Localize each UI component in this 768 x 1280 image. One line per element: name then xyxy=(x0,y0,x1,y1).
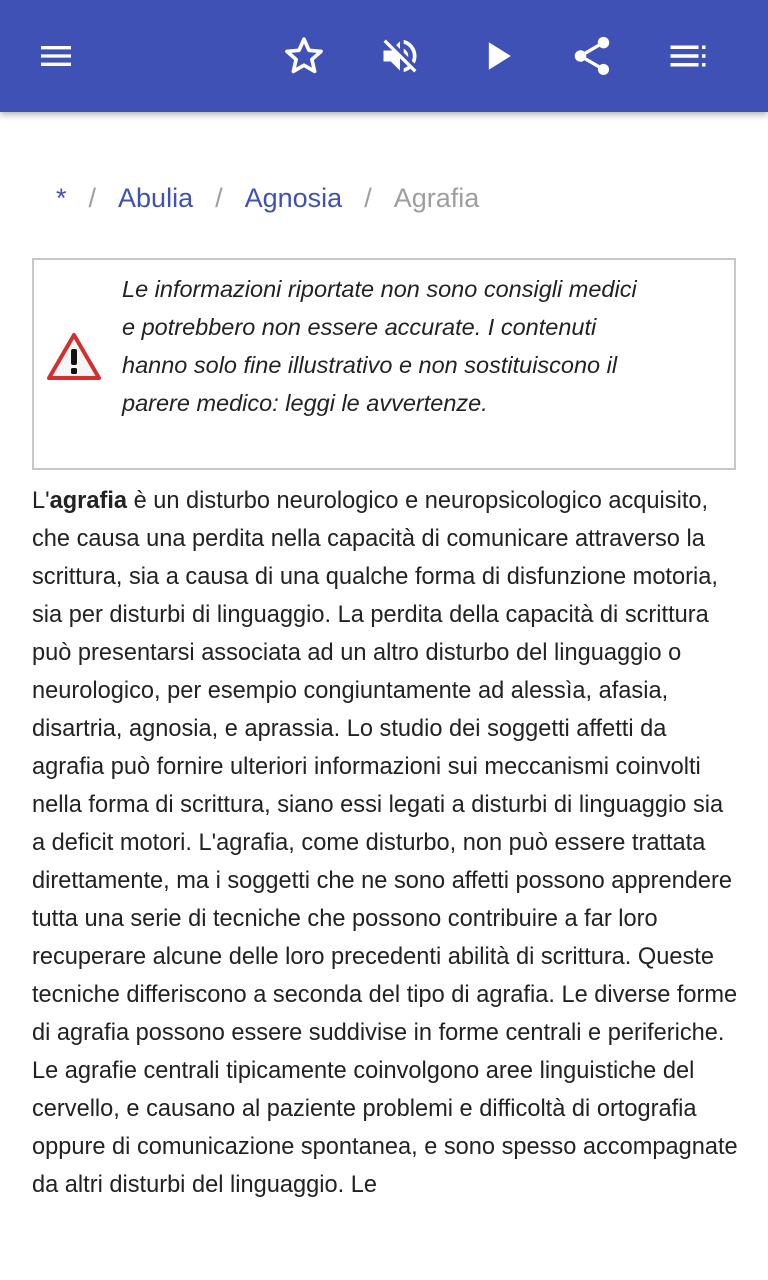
favorite-button[interactable] xyxy=(276,28,332,84)
app-toolbar xyxy=(0,0,768,112)
breadcrumb xyxy=(56,176,479,220)
playlist-icon xyxy=(667,35,709,77)
article-paragraph xyxy=(32,482,740,1204)
medical-disclaimer xyxy=(32,258,736,470)
warning-triangle-icon xyxy=(46,332,102,382)
share-button[interactable] xyxy=(564,28,620,84)
article-text: è un disturbo neurologico e neuropsicologico acquisito, che causa una perdita nella capacità di comunicare attraverso la scrittura, sia a causa di una qualche forma di disfunzione motoria, sia per disturbi di linguaggio. La perdita della capacità di scrittura può presentarsi associata ad un altro disturbo del linguaggio o neurologico, per esempio congiuntamente ad alessìa, afasia, disartria, agnosia, e aprassia. Lo studio dei soggetti affetti da agrafia può fornire ulteriori informazioni sui meccanismi coinvolti nella forma di scrittura, siano essi legati a disturbi di linguaggio sia a deficit motori. L'agrafia, come disturbo, non può essere trattata direttamente, ma i soggetti che ne sono affetti possono apprendere tutta una serie di tecniche che possono contribuire a far loro recuperare alcune delle loro precedenti abilità di scrittura. Queste tecniche differiscono a seconda del tipo di agrafia. Le diverse forme di agrafia possono essere suddivise in forme centrali e periferiche. Le agrafie centrali tipicamente coinvolgono aree linguistiche del cervello, e causano al paziente problemi e difficoltà di ortografia oppure di comunicazione spontanea, e sono spesso accompagnate da altri disturbi del linguaggio. Le xyxy=(32,488,738,1198)
breadcrumb-item-home[interactable]: * xyxy=(56,182,67,213)
menu-icon xyxy=(36,36,76,76)
star-outline-icon xyxy=(282,34,326,78)
disclaimer-text: Le informazioni riportate non sono consigli medici e potrebbero non essere accurate. I contenuti hanno solo fine illustrativo e non sostituiscono il parere medico: leggi le avvertenze. xyxy=(122,276,637,416)
mute-button[interactable] xyxy=(372,28,428,84)
article-term: agrafia xyxy=(49,488,128,514)
breadcrumb-separator: / xyxy=(364,182,372,213)
breadcrumb-item-abulia[interactable]: Abulia xyxy=(118,182,194,213)
play-button[interactable] xyxy=(470,28,526,84)
breadcrumb-separator: / xyxy=(215,182,223,213)
article-prefix: L' xyxy=(32,488,50,514)
share-icon xyxy=(569,33,615,79)
contents-button[interactable] xyxy=(660,28,716,84)
volume-off-icon xyxy=(378,34,422,78)
play-icon xyxy=(476,34,520,78)
breadcrumb-item-agnosia[interactable]: Agnosia xyxy=(244,182,343,213)
article-body xyxy=(32,482,740,1204)
menu-button[interactable] xyxy=(28,28,84,84)
breadcrumb-separator: / xyxy=(88,182,97,213)
breadcrumb-current: Agrafia xyxy=(393,182,480,213)
